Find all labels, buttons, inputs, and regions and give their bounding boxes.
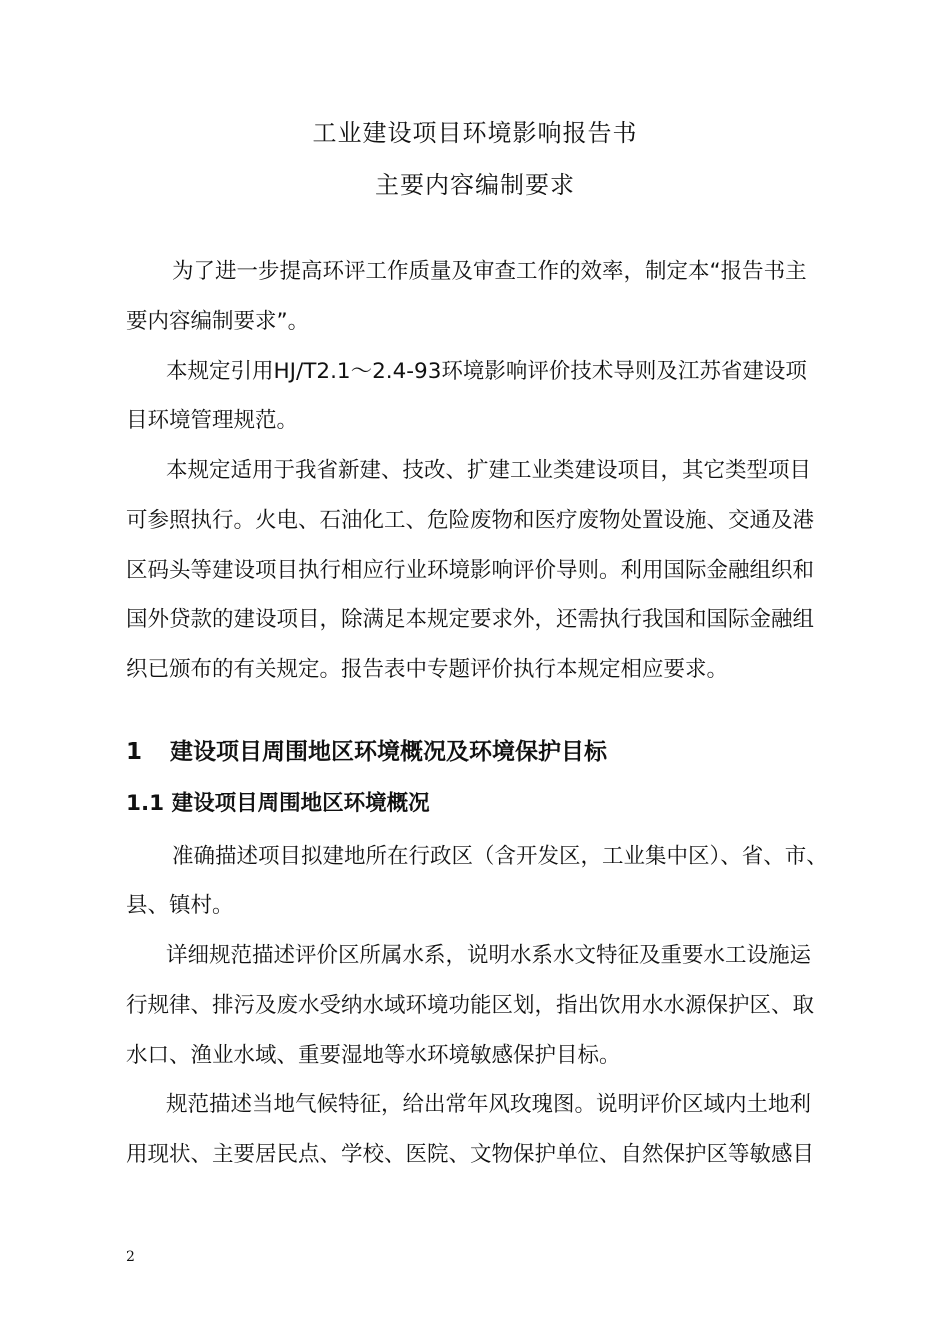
paragraph-line: 国外贷款的建设项目，除满足本规定要求外，还需执行我国和国际金融组 [126,607,815,632]
paragraph-line: 行规律、排污及废水受纳水域环境功能区划，指出饮用水水源保护区、取 [126,993,815,1018]
paragraph-line: 准确描述项目拟建地所在行政区（含开发区，工业集中区）、省、市、 [172,844,828,869]
paragraph-line: 详细规范描述评价区所属水系，说明水系水文特征及重要水工设施运 [166,943,812,968]
paragraph-line: 织已颁布的有关规定。报告表中专题评价执行本规定相应要求。 [126,657,729,682]
paragraph-line: 县、镇村。 [126,893,234,918]
paragraph-line: 规范描述当地气候特征，给出常年风玫瑰图。说明评价区域内土地利 [166,1092,812,1117]
paragraph-line: 可参照执行。火电、石油化工、危险废物和医疗废物处置设施、交通及港 [126,508,815,533]
paragraph-line: 水口、渔业水域、重要湿地等水环境敏感保护目标。 [126,1043,621,1068]
section-heading [126,736,607,768]
paragraph-line: 区码头等建设项目执行相应行业环境影响评价导则。利用国际金融组织和 [126,558,815,583]
subsection-heading: 1.1 建设项目周围地区环境概况 [126,791,430,816]
document-title: 工业建设项目环境影响报告书 [312,119,638,147]
paragraph-line: 为了进一步提高环评工作质量及审查工作的效率，制定本“报告书主 [172,259,807,284]
paragraph-line: 目环境管理规范。 [126,408,299,433]
paragraph-line: 用现状、主要居民点、学校、医院、文物保护单位、自然保护区等敏感目 [126,1142,815,1167]
paragraph-line: 本规定引用HJ/T2.1～2.4-93环境影响评价技术导则及江苏省建设项 [166,359,807,384]
paragraph-line: 要内容编制要求”。 [126,309,310,334]
section-title: 建设项目周围地区环境概况及环境保护目标 [170,739,607,765]
paragraph-line: 本规定适用于我省新建、技改、扩建工业类建设项目，其它类型项目 [166,458,812,483]
page-number: 2 [126,1249,135,1265]
document-subtitle: 主要内容编制要求 [375,171,575,199]
section-number: 1 [126,739,143,765]
